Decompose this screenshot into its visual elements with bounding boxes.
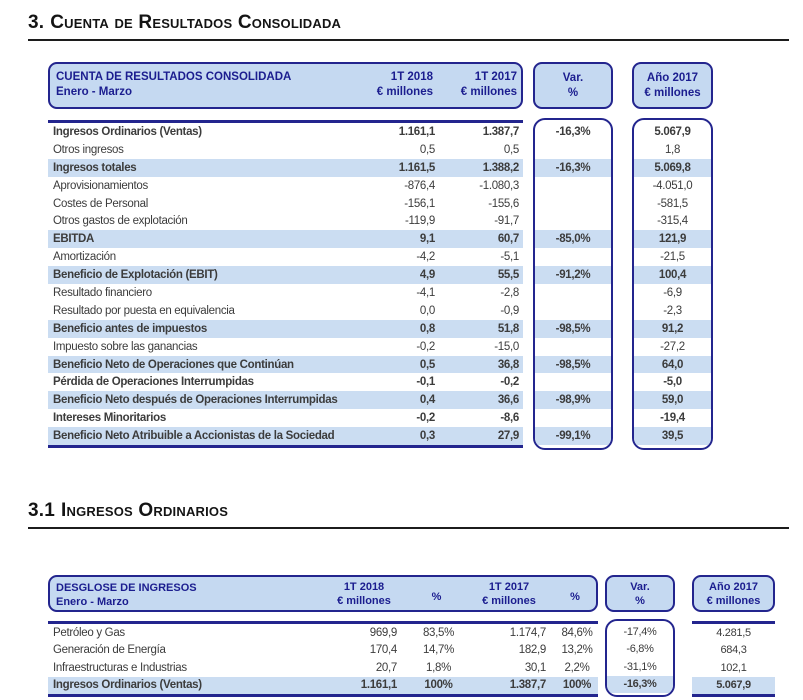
pct-1t2018: 100%	[424, 679, 453, 692]
value-1t2018: -119,9	[405, 215, 435, 228]
income-statement-rows	[48, 120, 523, 448]
ano2017-value: -27,2	[660, 340, 685, 353]
value-1t2017: 30,1	[524, 661, 546, 674]
var-percent-value	[535, 409, 611, 427]
table-row	[48, 624, 598, 642]
column-header-pct-2017: %	[570, 591, 580, 604]
row-label: Ingresos Ordinarios (Ventas)	[53, 679, 202, 692]
var-percent-value: -16,3%	[607, 676, 673, 694]
ano2017-value: -2,3	[663, 304, 682, 317]
var-percent-value: -31,1%	[623, 660, 657, 673]
row-label: Pérdida de Operaciones Interrumpidas	[53, 376, 254, 389]
table-row	[48, 123, 523, 141]
column-header-ano2017: Año 2017 € millones	[632, 62, 713, 109]
table-row	[48, 356, 523, 374]
value-1t2018: -156,1	[404, 197, 435, 210]
table-row	[48, 373, 523, 391]
ano2017-value: 684,3	[720, 644, 747, 657]
value-1t2017: 36,8	[497, 358, 519, 371]
pct-1t2018: 1,8%	[425, 661, 451, 674]
value-1t2017: -155,6	[488, 197, 519, 210]
value-1t2017: 1.387,7	[509, 679, 546, 692]
var-percent-value: -98,5%	[535, 320, 611, 338]
row-label: Aprovisionamientos	[53, 179, 148, 192]
row-label: Petróleo y Gas	[53, 626, 125, 639]
ano2017-column	[692, 621, 775, 697]
column-header-1t2018: 1T 2018 € millones	[337, 580, 391, 607]
ano2017-value: -315,4	[657, 215, 688, 228]
row-label: Infraestructuras e Industrias	[53, 661, 187, 674]
var-percent-value: -17,4%	[623, 625, 657, 638]
value-1t2017: 60,7	[497, 233, 519, 246]
section-3-heading	[28, 0, 789, 41]
revenue-breakdown-header-row	[48, 575, 803, 612]
value-1t2017: -5,1	[500, 251, 519, 264]
value-1t2017: -0,2	[500, 376, 519, 389]
table-row	[48, 338, 523, 356]
table-row	[48, 642, 598, 660]
table-row	[48, 284, 523, 302]
row-label: Ingresos totales	[53, 161, 137, 174]
section-31-number: 3.1	[28, 500, 56, 522]
pct-1t2017: 2,2%	[564, 661, 590, 674]
table-row	[48, 177, 523, 195]
row-label: Beneficio Neto de Operaciones que Continúan	[53, 358, 294, 371]
var-percent-value	[535, 373, 611, 391]
ano2017-value: -19,4	[660, 412, 685, 425]
row-label: Beneficio Neto Atribuible a Accionistas de la Sociedad	[53, 430, 335, 443]
row-label: Beneficio de Explotación (EBIT)	[53, 269, 218, 282]
value-1t2017: 182,9	[518, 644, 546, 657]
value-1t2018: -4,1	[416, 286, 435, 299]
value-1t2018: 1.161,1	[398, 125, 435, 138]
column-header-1t2017: 1T 2017 € millones	[460, 71, 517, 98]
var-percent-column	[533, 118, 613, 450]
value-1t2018: 0,5	[419, 358, 435, 371]
table-title-block	[56, 581, 319, 609]
table-row	[48, 302, 523, 320]
row-label: Amortización	[53, 251, 116, 264]
pct-1t2017: 100%	[562, 679, 592, 692]
value-1t2017: 0,5	[503, 143, 519, 156]
table-title: DESGLOSE DE INGRESOS	[56, 582, 197, 595]
table-row	[48, 659, 598, 677]
ano2017-value: -21,5	[660, 251, 685, 264]
var-percent-value: -98,5%	[535, 356, 611, 374]
var-percent-value	[535, 141, 611, 159]
revenue-breakdown-table	[48, 575, 803, 697]
ano2017-value: 91,2	[634, 320, 711, 338]
table-row	[48, 159, 523, 177]
ano2017-value: -5,0	[663, 376, 682, 389]
income-statement-header-box	[48, 62, 523, 109]
value-1t2017: -91,7	[494, 215, 519, 228]
value-1t2018: 1.161,1	[360, 679, 397, 692]
column-header-var: Var. %	[605, 575, 675, 612]
value-1t2017: -2,8	[500, 286, 519, 299]
ano2017-value: 100,4	[634, 266, 711, 284]
var-percent-value	[535, 302, 611, 320]
value-1t2018: -0,2	[416, 340, 435, 353]
ano2017-value: 5.067,9	[692, 677, 775, 695]
value-1t2018: 9,1	[419, 233, 435, 246]
var-percent-value: -85,0%	[535, 230, 611, 248]
ano2017-value: 102,1	[720, 661, 747, 674]
value-1t2018: 170,4	[369, 644, 397, 657]
value-1t2018: 1.161,5	[398, 161, 435, 174]
var-percent-value	[535, 177, 611, 195]
value-1t2017: 36,6	[497, 394, 519, 407]
table-row	[48, 409, 523, 427]
table-title: CUENTA DE RESULTADOS CONSOLIDADA	[56, 71, 292, 83]
value-1t2017: -8,6	[500, 412, 519, 425]
section-31-heading	[28, 500, 789, 529]
ano2017-value: 1,8	[664, 143, 681, 156]
var-percent-value: -91,2%	[535, 266, 611, 284]
section-3-title: Cuenta de Resultados Consolidada	[50, 12, 342, 33]
table-row	[48, 212, 523, 230]
pct-1t2017: 84,6%	[561, 626, 593, 639]
var-percent-value	[535, 248, 611, 266]
ano2017-value: 5.069,8	[634, 159, 711, 177]
column-header-1t2017: 1T 2017 € millones	[482, 580, 536, 607]
value-1t2018: 0,5	[419, 143, 435, 156]
value-1t2018: 0,3	[419, 430, 435, 443]
pct-1t2018: 14,7%	[422, 644, 455, 657]
row-label: Beneficio antes de impuestos	[53, 322, 207, 335]
column-header-var: Var. %	[533, 62, 613, 109]
table-row	[48, 391, 523, 409]
table-row	[48, 248, 523, 266]
ano2017-value: 64,0	[634, 356, 711, 374]
row-label: Beneficio Neto después de Operaciones Interrumpidas	[53, 394, 338, 407]
table-row	[48, 195, 523, 213]
value-1t2018: -0,1	[416, 376, 435, 389]
revenue-breakdown-rows	[48, 621, 598, 697]
row-label: Resultado por puesta en equivalencia	[53, 304, 235, 317]
income-statement-body	[48, 120, 803, 450]
section-31-title: Ingresos Ordinarios	[61, 500, 229, 522]
ano2017-column	[632, 118, 713, 450]
income-statement-header-row	[48, 62, 803, 109]
table-subtitle: Enero - Marzo	[56, 86, 133, 98]
row-label: EBITDA	[53, 233, 95, 246]
value-1t2018: 20,7	[375, 661, 397, 674]
table-row	[48, 427, 523, 445]
column-header-pct-2018: %	[431, 591, 442, 604]
value-1t2017: 1.174,7	[509, 626, 546, 639]
value-1t2017: 27,9	[497, 430, 519, 443]
value-1t2018: 969,9	[369, 626, 397, 639]
ano2017-value: 59,0	[634, 391, 711, 409]
value-1t2018: 0,4	[419, 394, 435, 407]
value-1t2017: -1.080,3	[479, 179, 519, 192]
row-label: Generación de Energía	[53, 644, 166, 657]
ano2017-value: 121,9	[634, 230, 711, 248]
ano2017-value: -4.051,0	[652, 179, 693, 192]
table-row	[48, 230, 523, 248]
value-1t2018: -876,4	[404, 179, 435, 192]
var-percent-column	[605, 619, 675, 697]
table-row	[48, 141, 523, 159]
var-percent-value	[535, 338, 611, 356]
value-1t2017: 55,5	[497, 269, 519, 282]
row-label: Intereses Minoritarios	[53, 412, 166, 425]
value-1t2017: 51,8	[497, 322, 519, 335]
ano2017-value: 5.067,9	[654, 125, 691, 138]
table-row	[48, 320, 523, 338]
ano2017-value: -6,9	[663, 286, 682, 299]
var-percent-value: -98,9%	[535, 391, 611, 409]
var-percent-value	[535, 212, 611, 230]
table-subtitle: Enero - Marzo	[56, 596, 129, 609]
value-1t2018: 4,9	[419, 269, 435, 282]
table-row	[48, 266, 523, 284]
income-statement-table	[48, 62, 803, 450]
ano2017-value: -581,5	[657, 197, 688, 210]
var-percent-value	[535, 195, 611, 213]
ano2017-value: 39,5	[634, 427, 711, 445]
value-1t2018: 0,0	[419, 304, 435, 317]
value-1t2017: 1.388,2	[482, 161, 519, 174]
var-percent-value	[535, 284, 611, 302]
pct-1t2017: 13,2%	[561, 644, 593, 657]
value-1t2017: -0,9	[500, 304, 519, 317]
row-label: Costes de Personal	[53, 197, 148, 210]
column-header-ano2017: Año 2017 € millones	[692, 575, 775, 612]
value-1t2017: -15,0	[494, 340, 519, 353]
value-1t2018: -4,2	[416, 251, 435, 264]
row-label: Resultado financiero	[53, 286, 152, 299]
var-percent-value: -16,3%	[555, 125, 591, 138]
row-label: Ingresos Ordinarios (Ventas)	[53, 125, 202, 138]
value-1t2018: -0,2	[416, 412, 435, 425]
row-label: Otros gastos de explotación	[53, 215, 188, 228]
table-title-block	[56, 70, 347, 101]
var-percent-value: -16,3%	[535, 159, 611, 177]
section-3-number: 3.	[28, 12, 45, 33]
var-percent-value: -99,1%	[535, 427, 611, 445]
row-label: Impuesto sobre las ganancias	[53, 340, 198, 353]
column-header-1t2018: 1T 2018 € millones	[376, 71, 433, 98]
value-1t2017: 1.387,7	[482, 125, 519, 138]
value-1t2018: 0,8	[419, 322, 435, 335]
ano2017-value: 4.281,5	[716, 626, 751, 639]
pct-1t2018: 83,5%	[422, 626, 455, 639]
row-label: Otros ingresos	[53, 143, 124, 156]
revenue-breakdown-header-box	[48, 575, 598, 612]
revenue-breakdown-body	[48, 621, 803, 697]
table-row	[48, 677, 598, 695]
var-percent-value: -6,8%	[626, 643, 654, 656]
